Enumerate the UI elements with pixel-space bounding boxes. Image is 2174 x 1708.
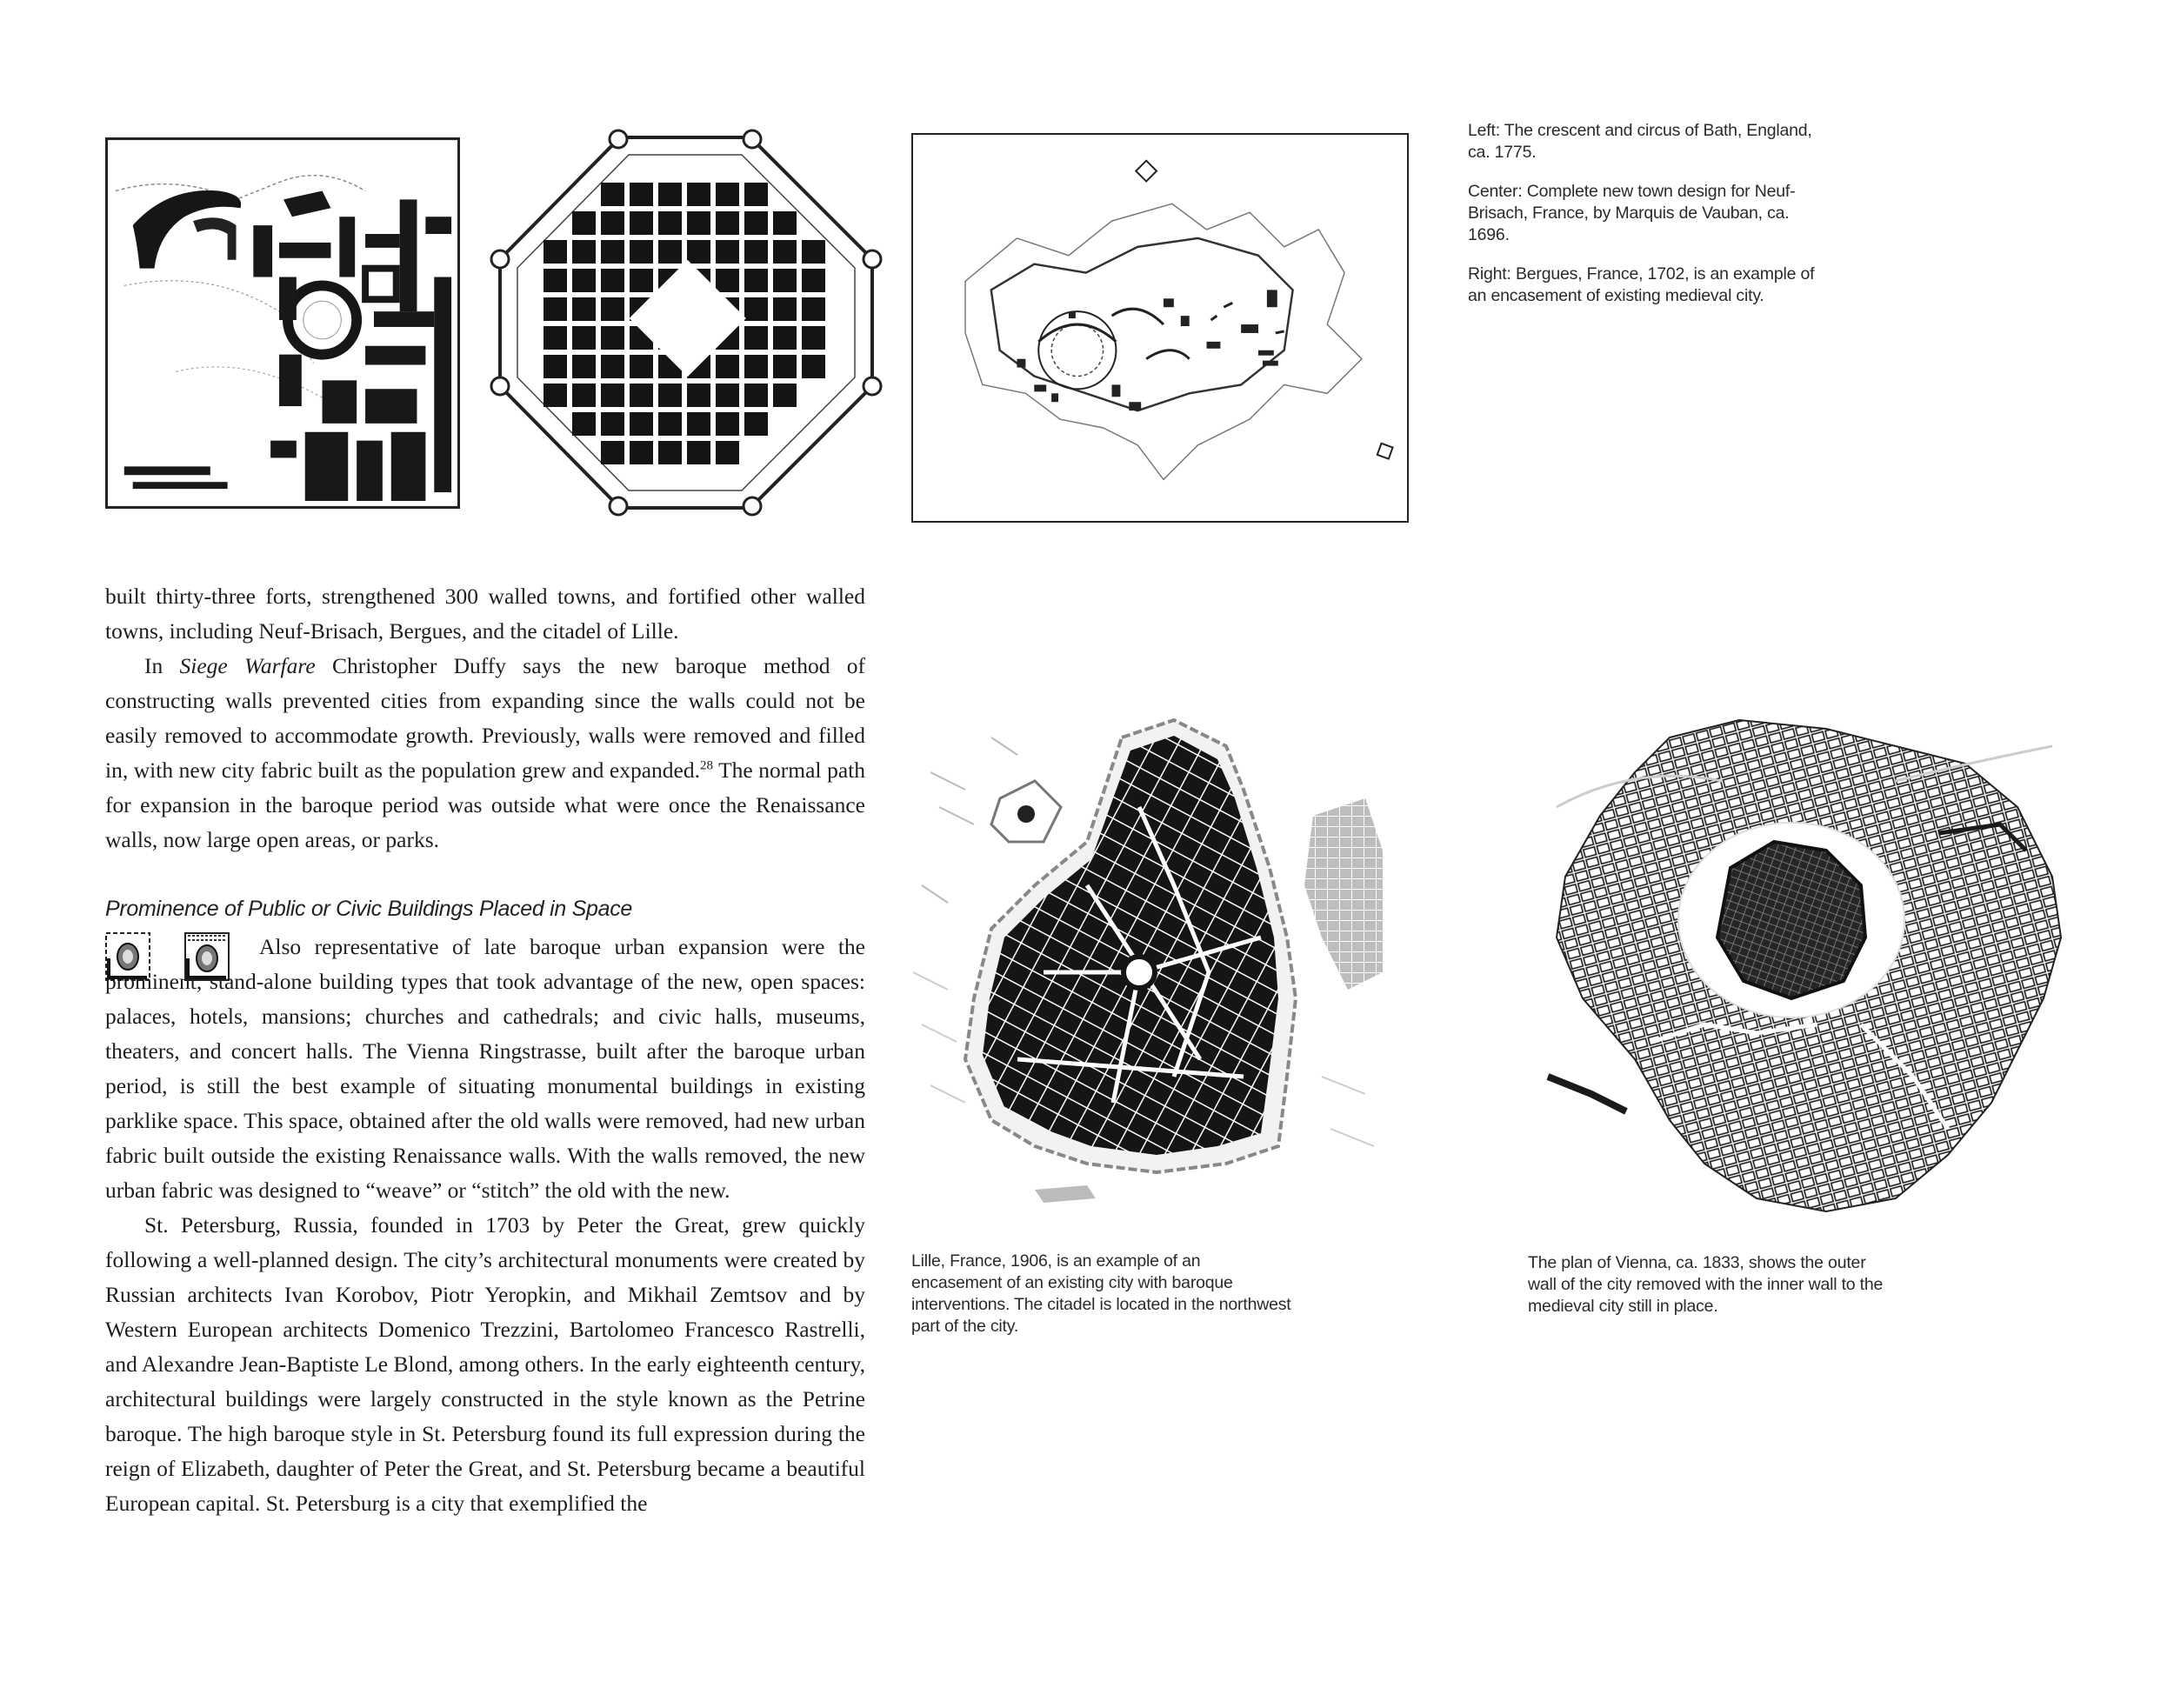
town-block bbox=[544, 240, 567, 264]
town-block bbox=[687, 441, 710, 464]
town-block bbox=[744, 183, 768, 206]
town-block bbox=[716, 384, 739, 407]
town-block bbox=[687, 384, 710, 407]
town-block bbox=[572, 240, 596, 264]
caption-left: Left: The crescent and circus of Bath, England, ca. 1775. bbox=[1468, 121, 1812, 162]
caption-vienna-block bbox=[1528, 1252, 1893, 1335]
town-block bbox=[630, 211, 653, 235]
town-block bbox=[658, 240, 682, 264]
p2-body: Christopher Duffy says the new baroque method of constructing walls prevented cities from expanding since the walls could not be easily removed to accommodate growth. Previously, walls were removed and filled in, with new city fabric built as the population grew and expanded. bbox=[105, 653, 865, 783]
town-block bbox=[687, 183, 710, 206]
town-block bbox=[572, 269, 596, 292]
town-block bbox=[773, 269, 797, 292]
town-block bbox=[601, 269, 624, 292]
town-block bbox=[744, 297, 768, 321]
town-block bbox=[572, 384, 596, 407]
town-block bbox=[744, 355, 768, 378]
town-block bbox=[544, 269, 567, 292]
caption-right: Right: Bergues, France, 1702, is an example of an encasement of existing medieval city. bbox=[1468, 264, 1815, 305]
town-block bbox=[658, 183, 682, 206]
p2-intro: In bbox=[144, 653, 180, 678]
town-block bbox=[716, 441, 739, 464]
town-block bbox=[601, 384, 624, 407]
town-block bbox=[802, 326, 825, 350]
footnote-ref: 28 bbox=[699, 758, 713, 773]
town-block bbox=[744, 384, 768, 407]
town-block bbox=[601, 211, 624, 235]
town-block bbox=[658, 384, 682, 407]
caption-center: Center: Complete new town design for Neuf-Brisach, France, by Marquis de Vauban, ca. 1696. bbox=[1468, 182, 1796, 244]
town-block bbox=[773, 384, 797, 407]
town-block bbox=[773, 326, 797, 350]
neuf-brisach-octagonal-plan bbox=[490, 129, 884, 517]
town-block bbox=[716, 211, 739, 235]
town-block bbox=[687, 412, 710, 436]
paragraph-2 bbox=[105, 649, 865, 857]
book-title: Siege Warfare bbox=[179, 653, 316, 678]
vienna-plan-figure bbox=[1530, 711, 2070, 1216]
lille-plan-figure bbox=[913, 711, 1383, 1216]
town-block bbox=[572, 297, 596, 321]
town-block bbox=[687, 211, 710, 235]
paragraph-1: built thirty-three forts, strengthened 300 walled towns, and fortified other walled towns, including Neuf-Brisach, Bergues, and the citadel of Lille. bbox=[105, 584, 865, 644]
town-block bbox=[773, 297, 797, 321]
town-block bbox=[572, 355, 596, 378]
town-block bbox=[630, 183, 653, 206]
town-block bbox=[544, 326, 567, 350]
lille-city-plan bbox=[913, 711, 1383, 1216]
town-block bbox=[744, 269, 768, 292]
neuf-brisach-plan-figure bbox=[490, 129, 884, 517]
bath-crescent-circus-plan bbox=[107, 139, 458, 507]
town-block bbox=[716, 412, 739, 436]
caption-lille: Lille, France, 1906, is an example of an encasement of an existing city with baroque interventions. The citadel is located in the northwest part of the city. bbox=[911, 1251, 1291, 1336]
town-block bbox=[630, 355, 653, 378]
town-block bbox=[630, 384, 653, 407]
town-block bbox=[601, 412, 624, 436]
p2-end: The normal path for expansion in the baroque period was outside what were once the Renaissance walls, now large open areas, or parks. bbox=[105, 757, 865, 852]
town-block bbox=[658, 211, 682, 235]
town-block bbox=[658, 441, 682, 464]
town-block bbox=[572, 326, 596, 350]
body-text-lower bbox=[105, 930, 865, 1521]
town-block bbox=[601, 240, 624, 264]
town-block bbox=[601, 297, 624, 321]
town-block bbox=[802, 269, 825, 292]
town-block bbox=[773, 355, 797, 378]
town-block bbox=[802, 240, 825, 264]
town-block bbox=[630, 441, 653, 464]
town-block bbox=[544, 297, 567, 321]
town-block bbox=[716, 183, 739, 206]
town-block bbox=[744, 326, 768, 350]
bergues-fortified-plan bbox=[913, 135, 1407, 521]
figure-captions-top bbox=[1468, 120, 1826, 324]
town-block bbox=[773, 240, 797, 264]
town-block bbox=[687, 240, 710, 264]
paragraph-3: Also representative of late baroque urban expansion were the prominent, stand-alone building types that took advantage of the new, open spaces: palaces, hotels, mansions; churches and cathedrals; and civic halls, museums, theaters, and concert halls. The Vienna Ringstrasse, built after the baroque urban period, is still the best example of situating monumental buildings in existing parklike space. This space, obtained after the old walls were removed, had new urban fabric built outside the existing Renaissance walls. With the walls removed, the new urban fabric was designed to “weave” or “stitch” the old with the new. bbox=[105, 934, 865, 1203]
vienna-city-plan bbox=[1530, 711, 2070, 1216]
body-text-upper bbox=[105, 579, 865, 857]
town-block bbox=[630, 412, 653, 436]
town-block bbox=[630, 240, 653, 264]
section-heading: Prominence of Public or Civic Buildings Placed in Space bbox=[105, 897, 633, 921]
town-block bbox=[744, 412, 768, 436]
town-block bbox=[744, 240, 768, 264]
town-block bbox=[601, 326, 624, 350]
town-block bbox=[744, 211, 768, 235]
town-block bbox=[572, 412, 596, 436]
caption-vienna: The plan of Vienna, ca. 1833, shows the outer wall of the city removed with the inner wall to the medieval city still in place. bbox=[1528, 1253, 1884, 1316]
bath-plan-figure bbox=[105, 137, 460, 509]
town-block bbox=[601, 183, 624, 206]
town-block bbox=[601, 355, 624, 378]
paragraph-4: St. Petersburg, Russia, founded in 1703 by Peter the Great, grew quickly following a well-planned design. The city’s architectural monuments were created by Russian architects Ivan Korobov, Piotr Yeropkin, and Mikhail Zemtsov and by Western European architects Domenico Trezzini, Bartolomeo Francesco Rastrelli, and Alexandre Jean-Baptiste Le Blond, among others. In the early eighteenth century, architectural buildings were largely constructed in the style known as the Petrine baroque. The high baroque style in St. Petersburg found its full expression during the reign of Elizabeth, daughter of Peter the Great, and St. Petersburg became a beautiful European capital. St. Petersburg is a city that exemplified the bbox=[105, 1212, 865, 1516]
bergues-plan-figure bbox=[911, 133, 1409, 523]
town-block bbox=[716, 269, 739, 292]
town-block bbox=[802, 297, 825, 321]
town-block bbox=[716, 240, 739, 264]
town-block bbox=[630, 269, 653, 292]
town-block bbox=[572, 211, 596, 235]
town-block bbox=[773, 211, 797, 235]
town-block bbox=[544, 384, 567, 407]
town-block bbox=[716, 355, 739, 378]
town-block bbox=[658, 412, 682, 436]
town-block bbox=[601, 441, 624, 464]
town-block bbox=[544, 355, 567, 378]
caption-lille-block bbox=[911, 1251, 1294, 1355]
town-block bbox=[802, 355, 825, 378]
